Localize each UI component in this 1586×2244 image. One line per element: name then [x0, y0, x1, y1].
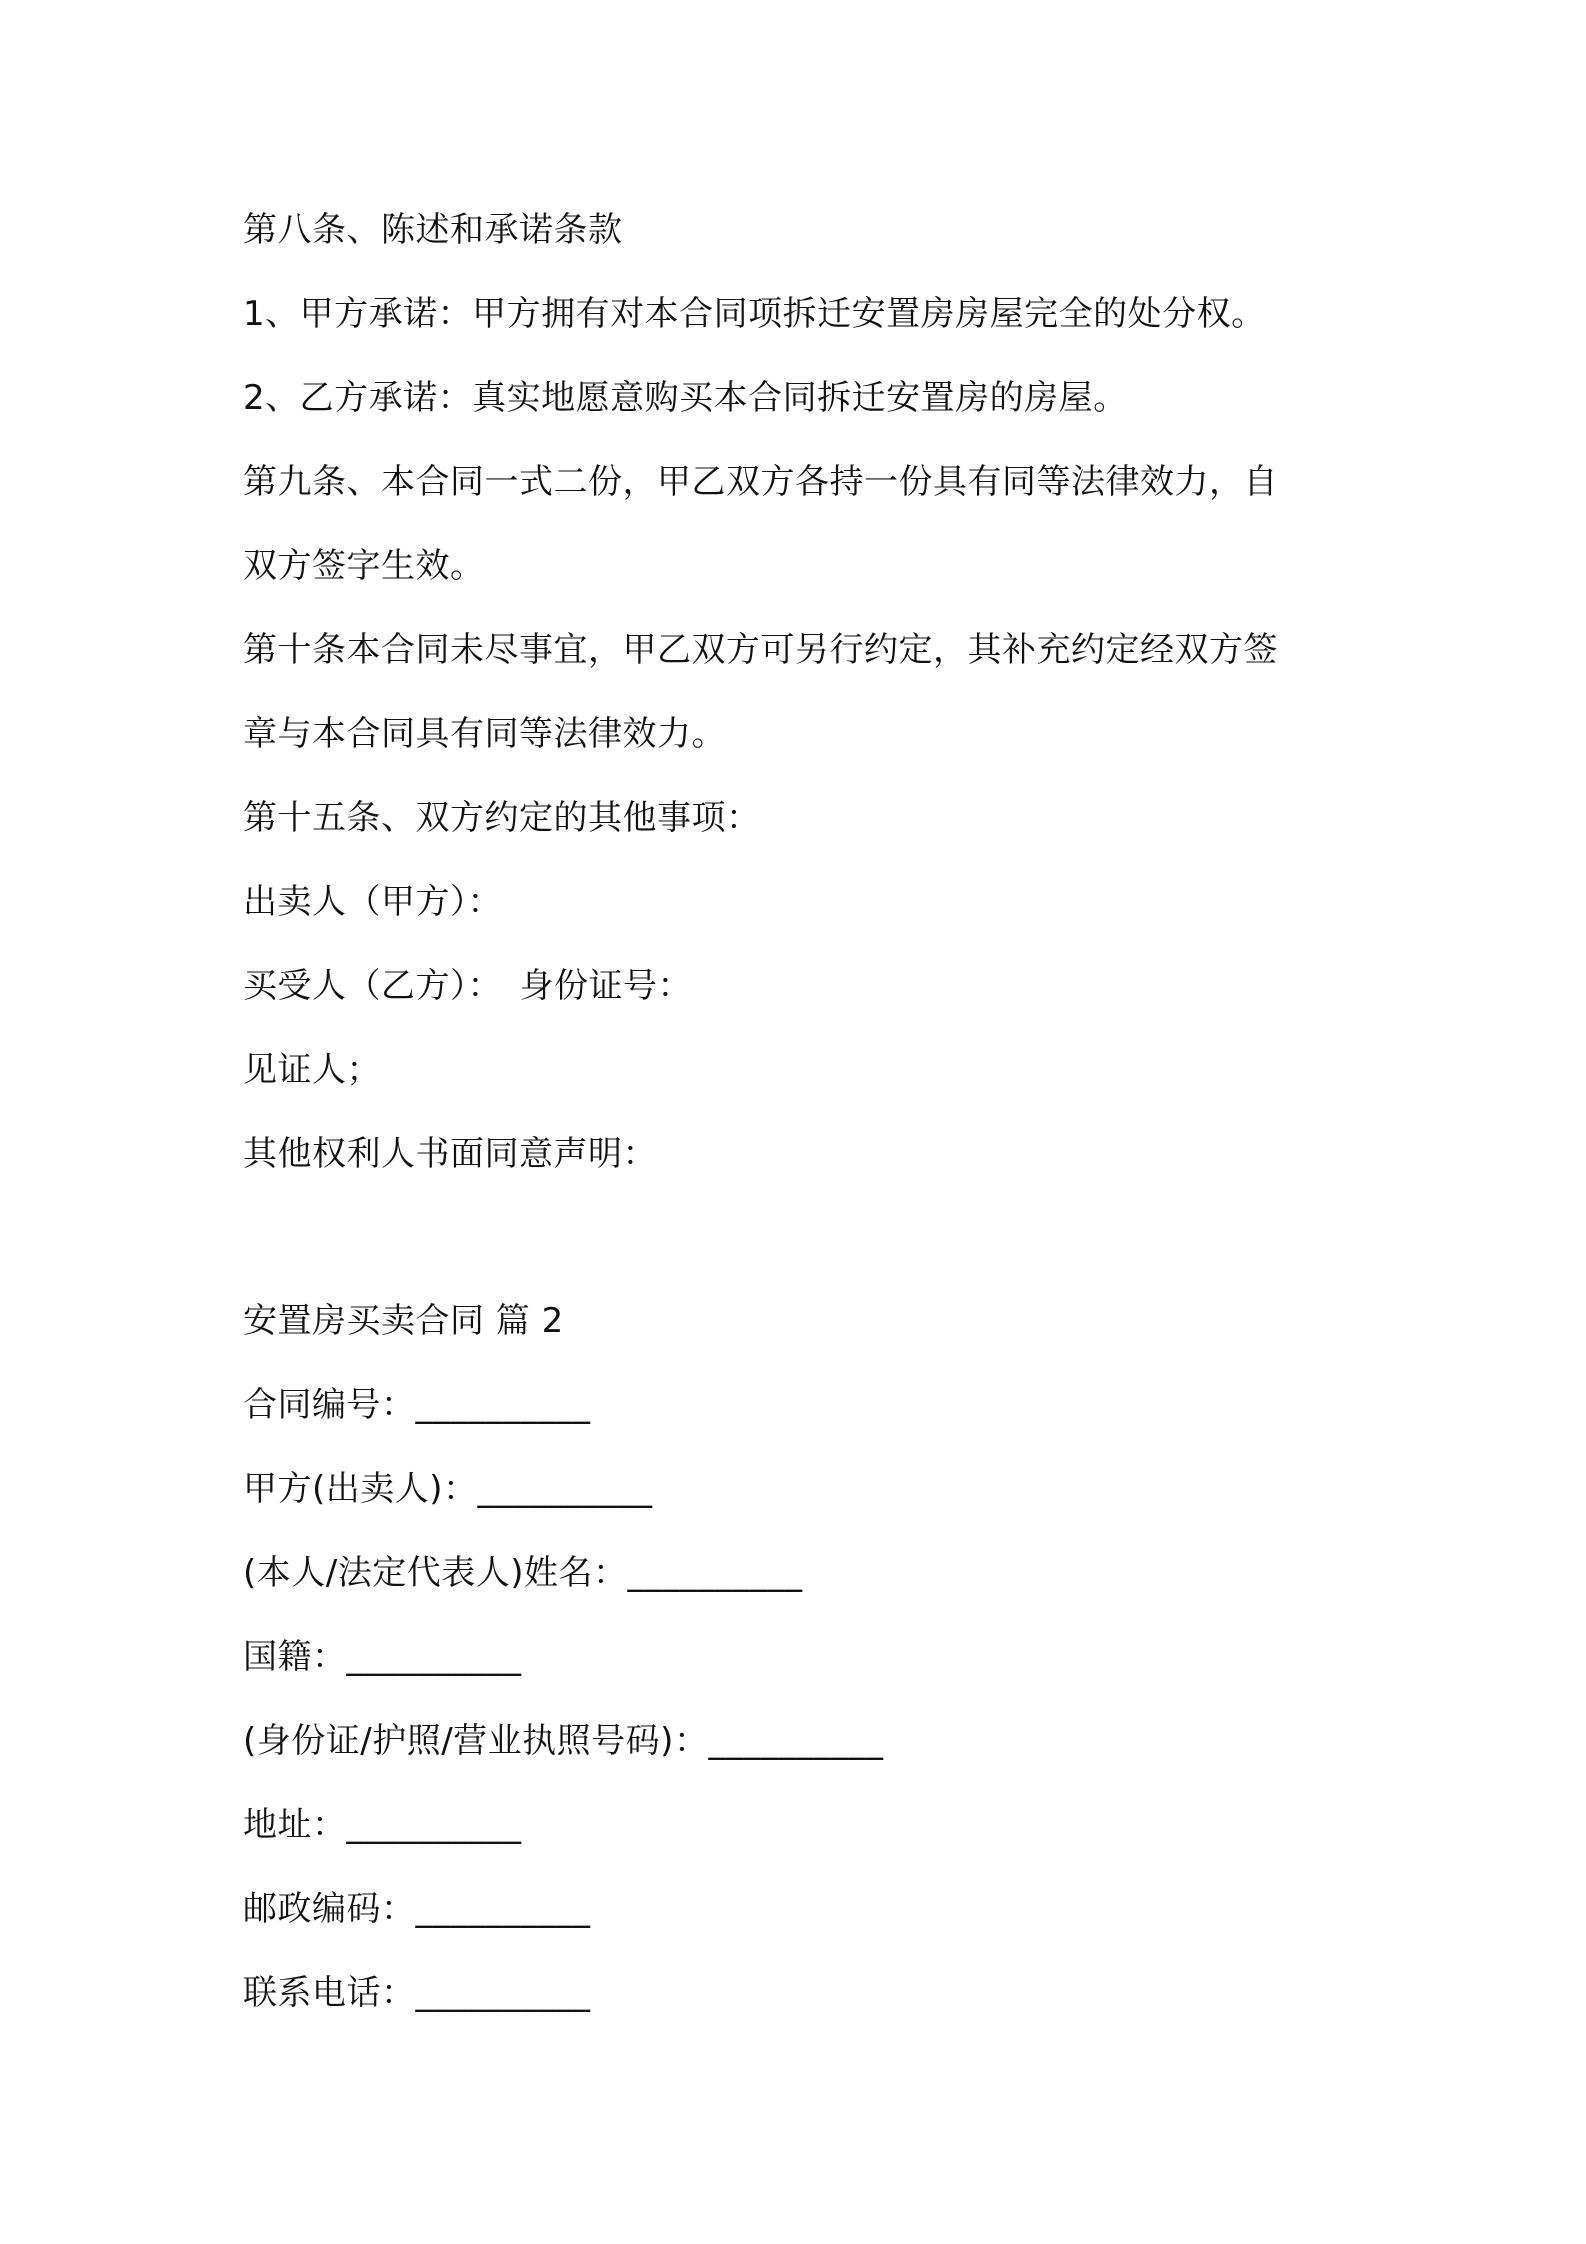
id-number-field: (身份证/护照/营业执照号码)：__________	[243, 1721, 884, 1761]
section-2-title: 安置房买卖合同 篇 2	[243, 1301, 564, 1341]
article-15: 第十五条、双方约定的其他事项：	[243, 798, 761, 838]
article-8-item-2: 2、乙方承诺：真实地愿意购买本合同拆迁安置房的房屋。	[243, 378, 1128, 418]
other-rights-holders-line: 其他权利人书面同意声明：	[243, 1134, 657, 1174]
party-a-field: 甲方(出卖人)：__________	[243, 1469, 653, 1509]
buyer-id-line: 买受人（乙方）： 身份证号：	[243, 966, 692, 1006]
article-9-line-1: 第九条、本合同一式二份，甲乙双方各持一份具有同等法律效力，自	[243, 462, 1278, 502]
address-field: 地址：__________	[243, 1805, 522, 1845]
article-8-title: 第八条、陈述和承诺条款	[243, 210, 623, 250]
phone-field: 联系电话：__________	[243, 1973, 591, 2013]
witness-line: 见证人；	[243, 1050, 381, 1090]
name-field: (本人/法定代表人)姓名：__________	[243, 1553, 803, 1593]
postal-code-field: 邮政编码：__________	[243, 1889, 591, 1929]
contract-number-field: 合同编号：__________	[243, 1385, 591, 1425]
article-10-line-2: 章与本合同具有同等法律效力。	[243, 714, 726, 754]
article-10-line-1: 第十条本合同未尽事宜，甲乙双方可另行约定，其补充约定经双方签	[243, 630, 1278, 670]
nationality-field: 国籍：__________	[243, 1637, 522, 1677]
seller-line: 出卖人（甲方）：	[243, 882, 502, 922]
article-9-line-2: 双方签字生效。	[243, 546, 485, 586]
article-8-item-1: 1、甲方承诺：甲方拥有对本合同项拆迁安置房房屋完全的处分权。	[243, 294, 1266, 334]
